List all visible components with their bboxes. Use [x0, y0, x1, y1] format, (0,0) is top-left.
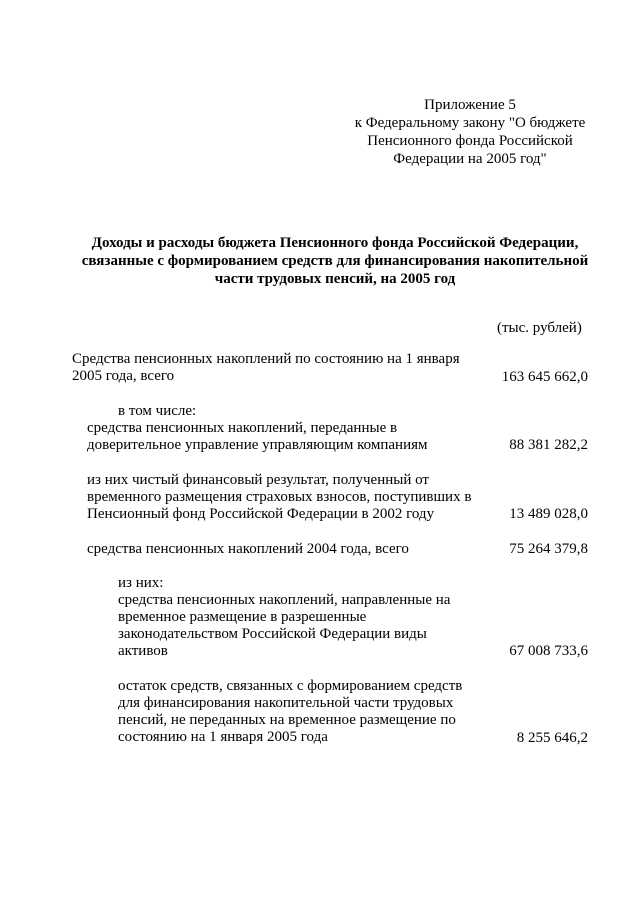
budget-item-label [72, 351, 460, 385]
budget-item-line: активов [118, 643, 168, 659]
budget-item-line: в том числе: [118, 403, 197, 419]
budget-item-line: средства пенсионных накоплений, переданные в [87, 420, 398, 436]
budget-item-value: 13 489 028,0 [509, 506, 588, 522]
budget-item-line: из них: [118, 575, 164, 591]
budget-item-line: Пенсионный фонд Российской Федерации в 2002 году [87, 506, 435, 522]
budget-item-line: временное размещение в разрешенные [118, 609, 367, 625]
title-line: Доходы и расходы бюджета Пенсионного фонда Российской Федерации, [91, 235, 579, 251]
budget-item-label [87, 472, 471, 523]
appendix-line: Приложение 5 [424, 97, 516, 113]
budget-item-line: остаток средств, связанных с формированием средств [118, 678, 463, 694]
budget-item-label [118, 575, 163, 592]
budget-item-value: 75 264 379,8 [509, 541, 588, 557]
budget-item-line: для финансирования накопительной части трудовых [118, 695, 454, 711]
budget-item-line: временного размещения страховых взносов, поступивших в [87, 489, 472, 505]
budget-item-line: доверительное управление управляющим компаниям [87, 437, 428, 453]
title-line: части трудовых пенсий, на 2005 год [214, 271, 456, 287]
budget-item-value: 67 008 733,6 [509, 643, 588, 659]
budget-item-label [118, 592, 450, 660]
budget-item-line: средства пенсионных накоплений 2004 года, всего [87, 541, 409, 557]
budget-item-label [87, 541, 409, 558]
budget-item-label [118, 678, 462, 746]
budget-item-label [87, 420, 428, 454]
budget-item-line: из них чистый финансовый результат, полученный от [87, 472, 429, 488]
appendix-reference [350, 96, 590, 168]
budget-item-line: пенсий, не переданных на временное размещение по [118, 712, 456, 728]
budget-item-value: 163 645 662,0 [501, 369, 588, 385]
unit-label: (тыс. рублей) [497, 320, 582, 336]
title-line: связанные с формированием средств для финансирования накопительной [81, 253, 589, 269]
budget-item-value: 88 381 282,2 [509, 437, 588, 453]
appendix-line: к Федеральному закону "О бюджете [354, 115, 586, 131]
appendix-line: Пенсионного фонда Российской [367, 133, 573, 149]
budget-item-line: средства пенсионных накоплений, направленные на [118, 592, 451, 608]
budget-item-line: Средства пенсионных накоплений по состоянию на 1 января [72, 351, 460, 367]
document-title [70, 234, 600, 288]
budget-item-label [118, 403, 196, 420]
budget-item-line: состоянию на 1 января 2005 года [118, 729, 328, 745]
budget-item-line: законодательством Российской Федерации виды [118, 626, 427, 642]
appendix-line: Федерации на 2005 год" [393, 151, 547, 167]
budget-item-value: 8 255 646,2 [516, 730, 588, 746]
budget-item-line: 2005 года, всего [72, 368, 175, 384]
